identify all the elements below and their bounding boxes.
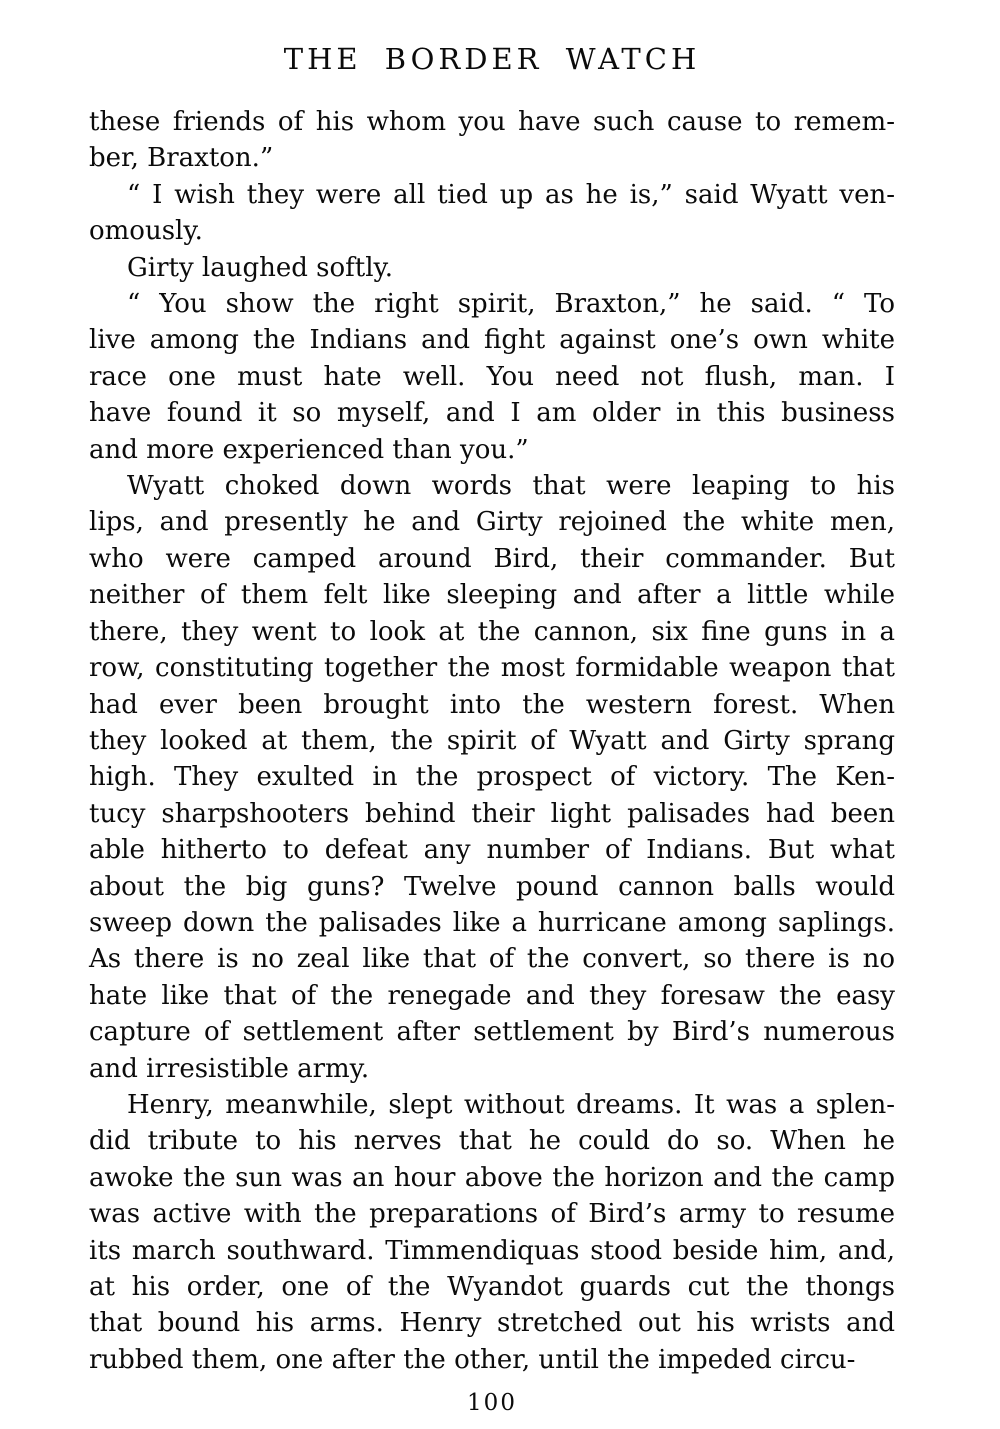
text-line: “ I wish they were all tied up as he is,” said Wyatt ven- [127,179,895,210]
text-line: at his order, one of the Wyandot guards cut the thongs [89,1272,895,1302]
paragraph [89,286,895,468]
text-line: there, they went to look at the cannon, six fine guns in a [89,616,895,647]
text-line: and more experienced than you.” [89,434,529,465]
text-line: live among the Indians and fight against one’s own white [89,325,895,356]
text-line: able hitherto to defeat any number of Indians. But what [89,835,895,866]
text-line: row, constituting together the most formidable weapon that [89,653,895,684]
text-line: “ You show the right spirit, Braxton,” he said. “ To [127,289,895,320]
page-title: THE BORDER WATCH [283,42,701,76]
paragraph [89,468,895,1087]
text-line: who were camped around Bird, their commander. But [89,543,895,574]
paragraph [89,104,895,177]
text-line: Girty laughed softly. [127,252,394,283]
text-line: Henry, meanwhile, slept without dreams. It was a splen- [127,1089,895,1120]
text-line: and irresistible army. [89,1053,370,1084]
text-line: neither of them felt like sleeping and after a little while [89,580,895,611]
page-body [89,104,895,1378]
text-line: was active with the preparations of Bird’s army to resume [89,1199,895,1230]
text-line: tucy sharpshooters behind their light palisades had been [89,798,895,829]
text-line: race one must hate well. You need not flush, man. I [89,361,895,392]
text-line: sweep down the palisades like a hurricane among saplings. [89,907,895,938]
text-line: high. They exulted in the prospect of victory. The Ken- [89,762,895,793]
text-line: awoke the sun was an hour above the horizon and the camp [89,1162,895,1193]
text-line: hate like that of the renegade and they foresaw the easy [89,980,895,1011]
text-line: have found it so myself, and I am older in this business [89,398,895,429]
text-line: that bound his arms. Henry stretched out his wrists and [89,1308,895,1339]
text-line: its march southward. Timmendiquas stood beside him, and, [89,1235,895,1266]
text-line: capture of settlement after settlement by Bird’s numerous [89,1017,895,1048]
paragraph [89,177,895,250]
text-line: had ever been brought into the western forest. When [89,689,895,720]
text-line: did tribute to his nerves that he could do so. When he [89,1126,895,1157]
text-line: they looked at them, the spirit of Wyatt and Girty sprang [89,725,895,756]
paragraph [89,250,895,286]
text-line: rubbed them, one after the other, until the impeded circu- [89,1344,856,1375]
text-line: Wyatt choked down words that were leaping to his [127,471,895,502]
text-line: these friends of his whom you have such cause to remem- [89,107,895,137]
text-line: As there is no zeal like that of the convert, so there is no [89,944,895,975]
text-line: omously. [89,216,203,247]
text-line: lips, and presently he and Girty rejoined the white men, [89,507,895,538]
paragraph [89,1087,895,1378]
text-line: ber, Braxton.” [89,143,274,174]
page-number: 100 [467,1390,517,1416]
text-line: about the big guns? Twelve pound cannon balls would [89,871,895,902]
